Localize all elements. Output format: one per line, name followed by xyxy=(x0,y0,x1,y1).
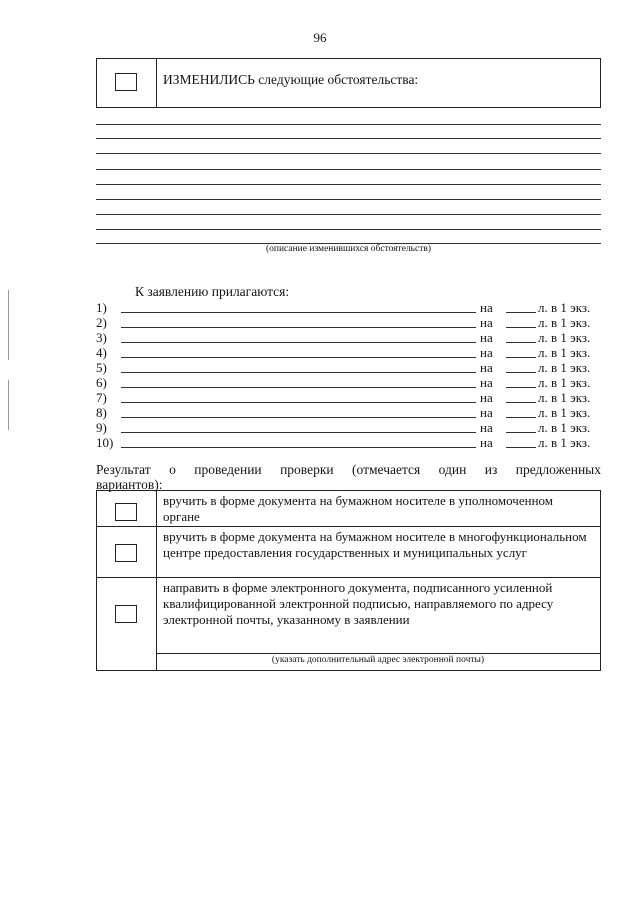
copies-label: л. в 1 экз. xyxy=(538,405,591,420)
na-label: на xyxy=(480,405,493,420)
copies-label: л. в 1 экз. xyxy=(538,420,591,435)
attachment-row xyxy=(96,315,601,330)
option-electronic: направить в форме электронного документа, подписанного усиленной квалифицированной электронной подписью, направляемого по адресу электронной почты, указанному в заявлении xyxy=(163,580,554,627)
copies-label: л. в 1 экз. xyxy=(538,330,591,345)
attachment-number: 4) xyxy=(96,345,107,360)
description-line[interactable] xyxy=(96,214,601,215)
page-number: 96 xyxy=(313,30,327,45)
na-label: на xyxy=(480,315,493,330)
option-paper-mfc: вручить в форме документа на бумажном носителе в многофункциональном центре предоставления государственных и муниципальных услуг xyxy=(163,529,587,560)
attachment-pages-field[interactable] xyxy=(506,372,536,373)
attachment-name-field[interactable] xyxy=(121,417,476,418)
description-line[interactable] xyxy=(96,124,601,125)
attachment-pages-field[interactable] xyxy=(506,327,536,328)
option-paper-authority: вручить в форме документа на бумажном носителе в уполномоченном органе xyxy=(163,493,553,524)
attachment-number: 9) xyxy=(96,420,107,435)
scan-artifact xyxy=(8,290,9,360)
attachment-number: 8) xyxy=(96,405,107,420)
result-heading-continuation: вариантов): xyxy=(96,477,163,492)
option-checkbox-paper-authority[interactable] xyxy=(115,503,137,521)
na-label: на xyxy=(480,435,493,450)
attachment-name-field[interactable] xyxy=(121,312,476,313)
copies-label: л. в 1 экз. xyxy=(538,375,591,390)
attachment-name-field[interactable] xyxy=(121,402,476,403)
attachment-row xyxy=(96,360,601,375)
na-label: на xyxy=(480,300,493,315)
na-label: на xyxy=(480,375,493,390)
attachment-number: 6) xyxy=(96,375,107,390)
option-checkbox-electronic[interactable] xyxy=(115,605,137,623)
na-label: на xyxy=(480,330,493,345)
copies-label: л. в 1 экз. xyxy=(538,300,591,315)
row-divider xyxy=(97,577,600,578)
attachment-pages-field[interactable] xyxy=(506,447,536,448)
description-line[interactable] xyxy=(96,199,601,200)
attachment-pages-field[interactable] xyxy=(506,342,536,343)
attachment-number: 7) xyxy=(96,390,107,405)
copies-label: л. в 1 экз. xyxy=(538,315,591,330)
changed-checkbox[interactable] xyxy=(115,73,137,91)
attachments-heading: К заявлению прилагаются: xyxy=(135,284,290,299)
attachment-row xyxy=(96,420,601,435)
copies-label: л. в 1 экз. xyxy=(538,360,591,375)
attachment-name-field[interactable] xyxy=(121,447,476,448)
changed-circumstances-table xyxy=(96,58,601,108)
copies-label: л. в 1 экз. xyxy=(538,345,591,360)
attachment-number: 1) xyxy=(96,300,107,315)
attachment-name-field[interactable] xyxy=(121,372,476,373)
na-label: на xyxy=(480,360,493,375)
email-caption: (указать дополнительный адрес электронной почты) xyxy=(271,655,485,665)
row-divider xyxy=(97,526,600,527)
attachment-row xyxy=(96,375,601,390)
description-line[interactable] xyxy=(96,138,601,139)
description-line[interactable] xyxy=(96,153,601,154)
attachment-name-field[interactable] xyxy=(121,432,476,433)
attachment-pages-field[interactable] xyxy=(506,432,536,433)
description-caption: (описание изменившихся обстоятельств) xyxy=(265,244,432,254)
email-field[interactable] xyxy=(156,653,600,654)
attachment-name-field[interactable] xyxy=(121,387,476,388)
checkbox-cell xyxy=(97,59,157,107)
attachment-row xyxy=(96,405,601,420)
attachment-row xyxy=(96,300,601,315)
description-line[interactable] xyxy=(96,184,601,185)
attachment-pages-field[interactable] xyxy=(506,312,536,313)
na-label: на xyxy=(480,345,493,360)
column-divider xyxy=(156,491,157,670)
option-checkbox-paper-mfc[interactable] xyxy=(115,544,137,562)
na-label: на xyxy=(480,420,493,435)
attachment-pages-field[interactable] xyxy=(506,417,536,418)
attachment-row xyxy=(96,330,601,345)
attachment-name-field[interactable] xyxy=(121,357,476,358)
attachment-name-field[interactable] xyxy=(121,342,476,343)
result-options-table xyxy=(96,490,601,671)
attachment-number: 2) xyxy=(96,315,107,330)
attachment-pages-field[interactable] xyxy=(506,402,536,403)
na-label: на xyxy=(480,390,493,405)
attachment-pages-field[interactable] xyxy=(506,357,536,358)
description-line[interactable] xyxy=(96,229,601,230)
attachment-row xyxy=(96,345,601,360)
copies-label: л. в 1 экз. xyxy=(538,435,591,450)
attachment-number: 5) xyxy=(96,360,107,375)
attachment-row xyxy=(96,390,601,405)
result-heading: Результат о проведении проверки (отмечается один из предложенных xyxy=(96,462,601,477)
changed-heading: ИЗМЕНИЛИСЬ следующие обстоятельства: xyxy=(163,72,419,87)
attachment-name-field[interactable] xyxy=(121,327,476,328)
attachment-number: 3) xyxy=(96,330,107,345)
scan-artifact xyxy=(8,380,9,430)
copies-label: л. в 1 экз. xyxy=(538,390,591,405)
attachment-pages-field[interactable] xyxy=(506,387,536,388)
description-line[interactable] xyxy=(96,169,601,170)
attachment-number: 10) xyxy=(96,435,114,450)
attachment-row xyxy=(96,435,601,450)
